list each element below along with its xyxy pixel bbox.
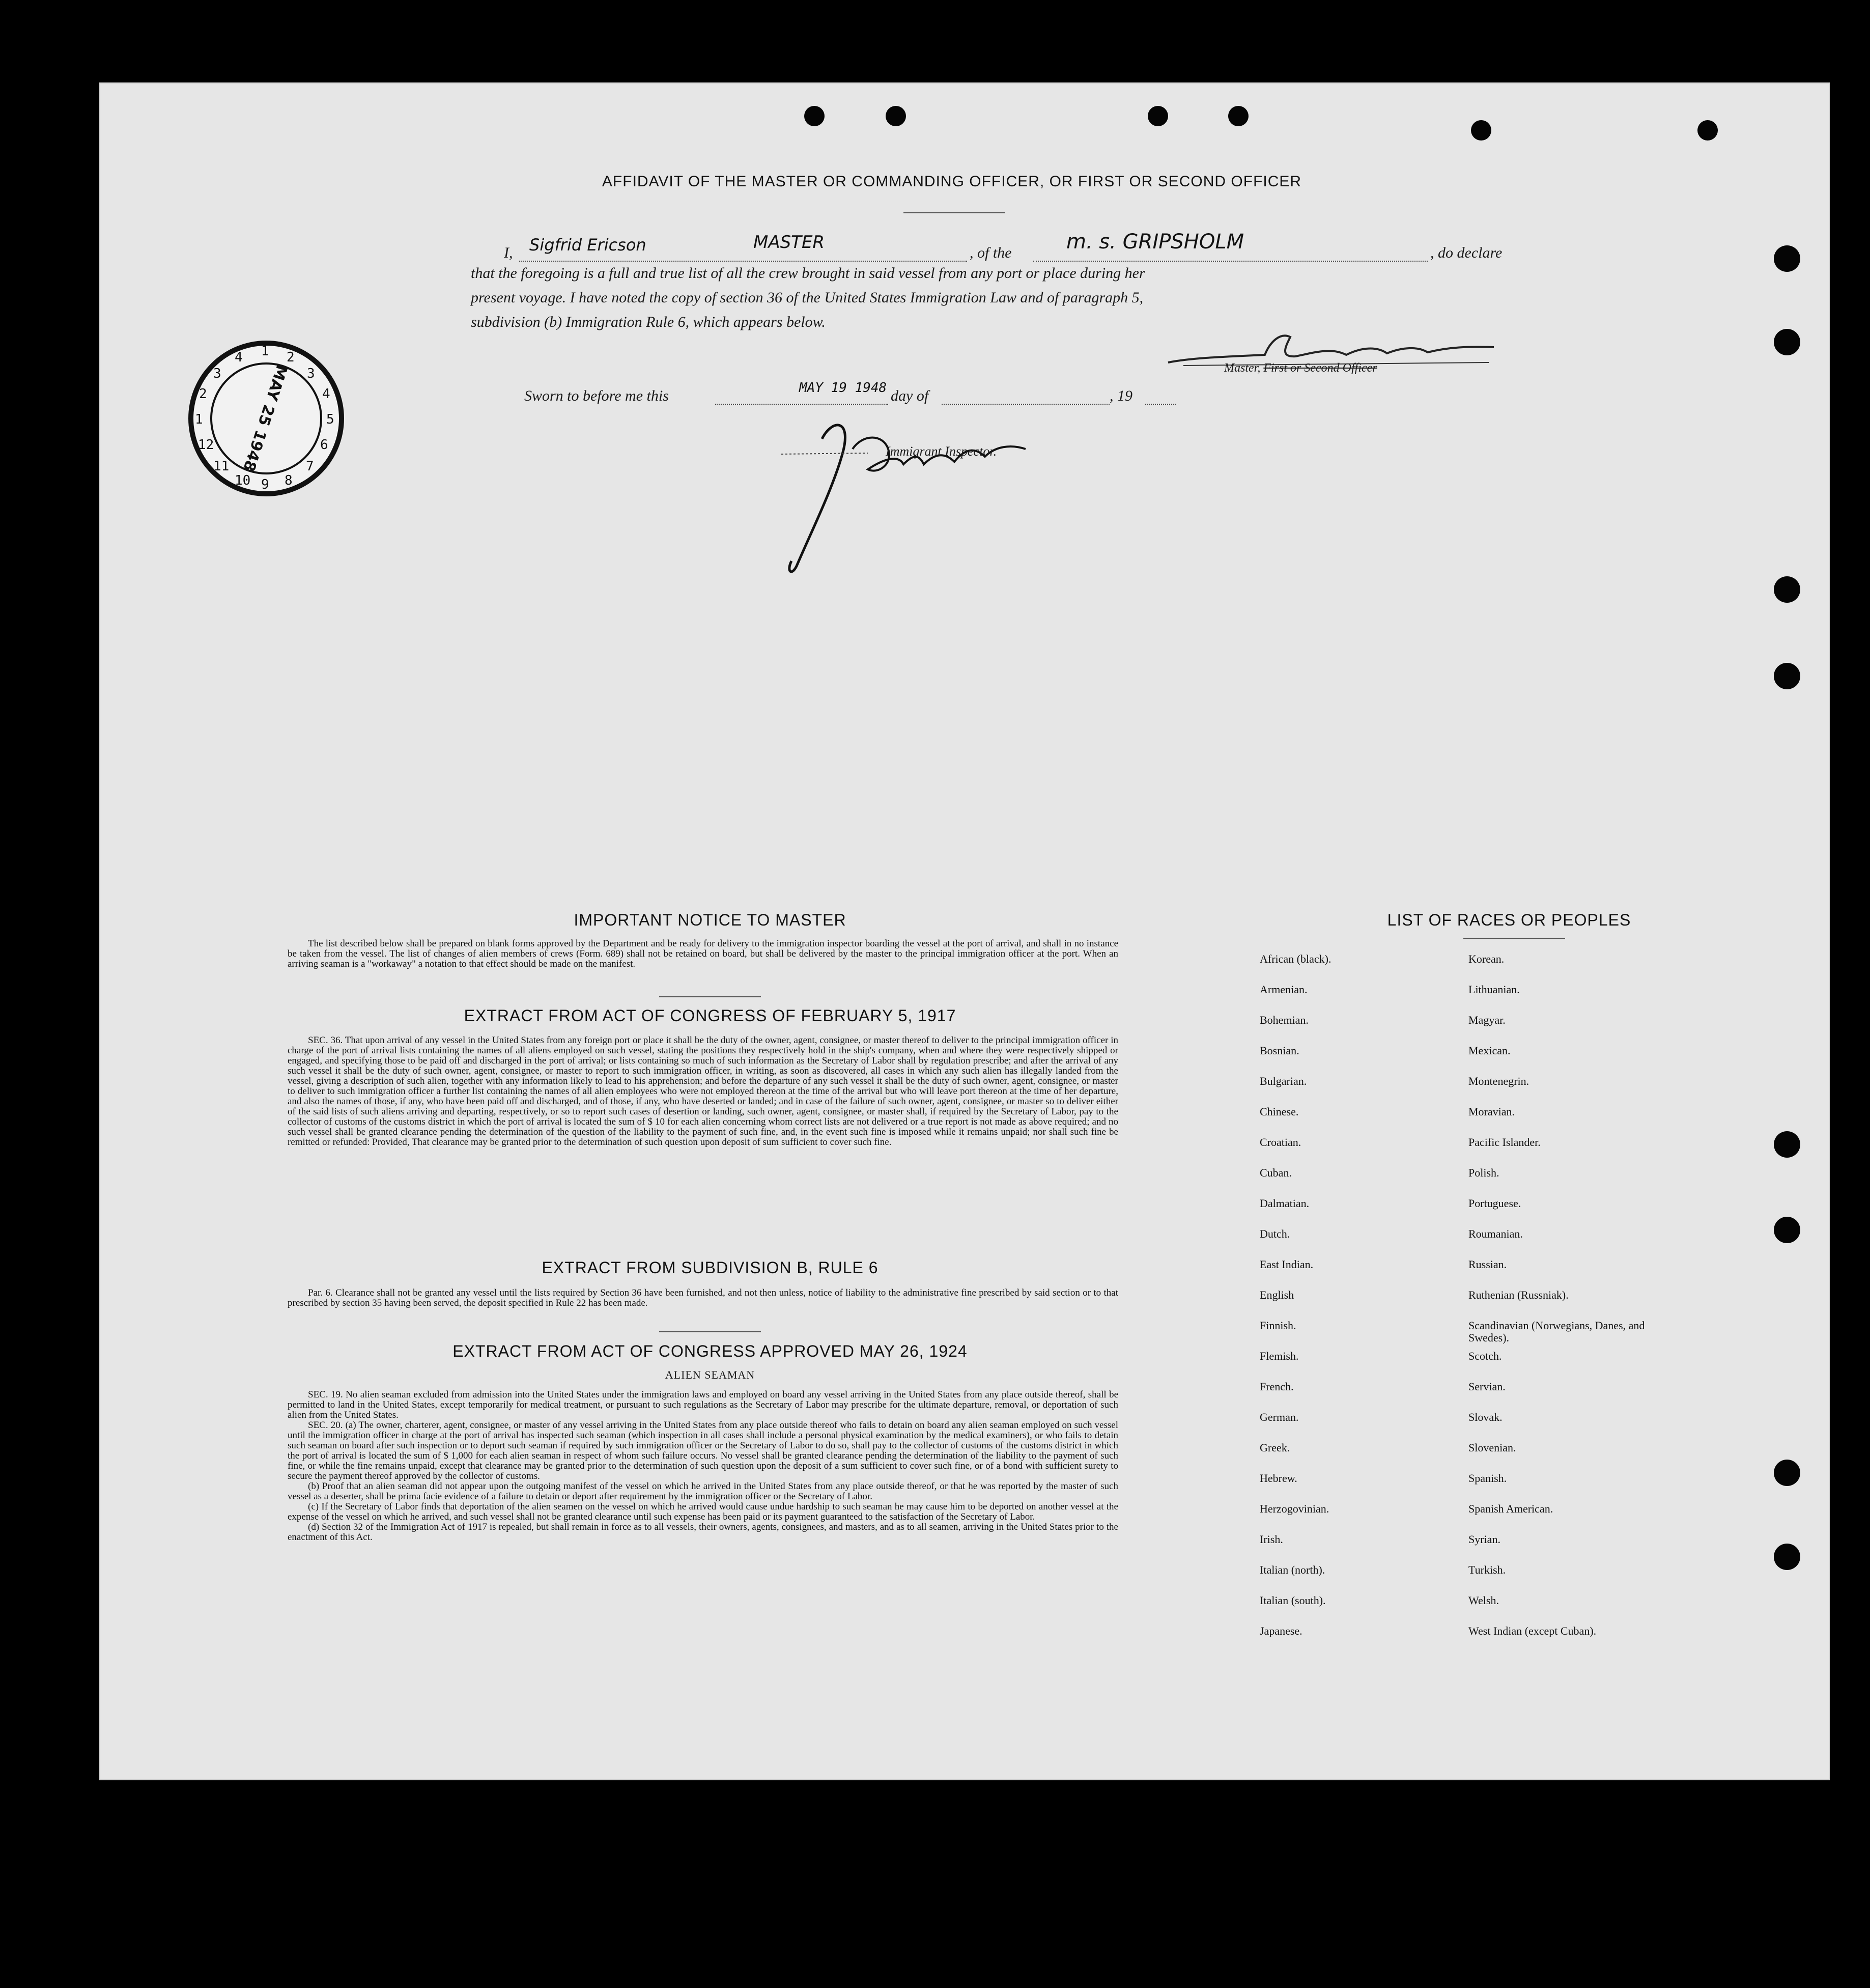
race-item: German. [1260, 1411, 1299, 1423]
punch-hole [1148, 106, 1168, 126]
sec-19-paragraph: SEC. 19. No alien seaman excluded from admission into the United States under the immigration laws and employed on board any vessel arriving in the United States from any place outside thereof, shall be permitted to land in the United States, except temporarily for medical treatment, or pursuant to such regulations as the Secretary of Labor may prescribe for the ultimate departure, removal, or deportation of such alien from the United States. [288, 1389, 1118, 1420]
sec-20a-paragraph: SEC. 20. (a) The owner, charterer, agent, consignee, or master of any vessel arriving in the United States from any place outside thereof who fails to detain on board any alien seaman employed on such vessel until the immigration officer in charge at the port of arrival has inspected such seaman (which inspection in all cases shall include a personal physical examination by the medical examiners), or who fails to detain such seaman on board after such inspection or to deport such seaman if required by such immigration officer or the Secretary of Labor to do so, shall pay to the collector of customs of the customs district in which the port of arrival is located the sum of $ 1,000 for each alien seaman in respect of whom such failure occurs. No vessel shall be granted clearance pending the determination of the liability to the payment of such fine, or while the fine remains unpaid, except that clearance may be granted prior to the determination of such question upon the deposit of a sum sufficient to cover such fine, or of a bond with sufficient surety to secure the payment thereof approved by the collector of customs. [288, 1420, 1118, 1481]
svg-text:10: 10 [235, 473, 251, 488]
extract-rule6-title: EXTRACT FROM SUBDIVISION B, RULE 6 [542, 1258, 879, 1277]
race-item: Dutch. [1260, 1227, 1290, 1240]
race-item: Servian. [1468, 1380, 1506, 1393]
inspector-label: Immigrant Inspector. [886, 444, 997, 459]
punch-hole [1774, 1131, 1800, 1158]
sec-20b-paragraph: (b) Proof that an alien seaman did not appear upon the outgoing manifest of the vessel on which he arrived in the United States from any place outside thereof, or that he was reported by the master of such vessel as a deserter, shall be prima facie evidence of a failure to detain or deport after requirement by the immigration officer or the Secretary of Labor. [288, 1481, 1118, 1502]
title-divider [903, 212, 1005, 213]
punch-hole [1774, 1460, 1800, 1486]
master-label: Master, [1224, 361, 1264, 375]
struck-officer-label: First or Second Officer [1263, 361, 1377, 375]
extract-1924-body [288, 1390, 1118, 1543]
race-item: Scotch. [1468, 1350, 1502, 1362]
svg-text:8: 8 [285, 473, 293, 488]
punch-hole [1228, 106, 1249, 126]
of-the-text: , of the [970, 244, 1012, 261]
punch-hole [1774, 1217, 1800, 1243]
sworn-year-line [1145, 404, 1176, 405]
race-item: Korean. [1468, 953, 1505, 965]
inspector-signature [761, 398, 1066, 581]
date-stamp [185, 337, 348, 502]
year-prefix: , 19 [1110, 387, 1132, 404]
race-item: Bohemian. [1260, 1014, 1309, 1026]
race-item: English [1260, 1289, 1294, 1301]
race-item: Welsh. [1468, 1594, 1499, 1607]
svg-text:6: 6 [320, 437, 328, 453]
sworn-prefix: Sworn to before me this [524, 387, 669, 404]
svg-text:3: 3 [307, 366, 315, 381]
race-item: Slovak. [1468, 1411, 1503, 1423]
master-name: Sigfrid Ericson [529, 235, 646, 255]
do-declare-text: , do declare [1430, 244, 1503, 261]
race-item: Cuban. [1260, 1166, 1292, 1179]
vessel-line [1033, 261, 1428, 262]
svg-text:4: 4 [322, 386, 330, 402]
master-signature-label [1224, 361, 1377, 375]
affidavit-line-2: that the foregoing is a full and true list of all the crew brought in said vessel from any port or place during her [471, 265, 1145, 282]
races-column-2 [1468, 953, 1672, 1656]
punch-hole [1697, 120, 1718, 141]
race-item: Italian (north). [1260, 1563, 1325, 1576]
race-item: Herzogovinian. [1260, 1502, 1329, 1515]
vessel-name: m. s. GRIPSHOLM [1066, 230, 1244, 254]
race-item: Dalmatian. [1260, 1197, 1310, 1210]
sec-20c-paragraph: (c) If the Secretary of Labor finds that deportation of the alien seamen on the vessel on which he arrived would cause undue hardship to such seaman he may cause him to be deported on another vessel at the expense of the vessel on which he arrived, and such vessel shall not be granted clearance until such expense has been paid or its payment guaranteed to the satisfaction of the Secretary of Labor. [288, 1501, 1118, 1522]
svg-text:9: 9 [261, 477, 269, 492]
affidavit-line-1 [504, 230, 1540, 266]
race-item: Armenian. [1260, 983, 1308, 996]
master-name-line [519, 261, 967, 262]
affidavit-line-4: subdivision (b) Immigration Rule 6, which appears below. [471, 314, 826, 330]
divider [659, 996, 761, 997]
notice-paragraph: The list described below shall be prepared on blank forms approved by the Department and be ready for delivery to the immigration inspector boarding the vessel at the port of arrival, and shall in no instance be taken from the vessel. The list of changes of alien members of crews (Form. 689) shall not be retained on board, but shall be delivered by the master to the principal immigration officer at the port. When an arriving seaman is a "workaway" a notation to that effect should be made on the manifest. [288, 938, 1118, 969]
races-column-1 [1260, 953, 1453, 1656]
race-item: Bulgarian. [1260, 1075, 1307, 1087]
race-item: Scandinavian (Norwegians, Danes, and Swedes). [1468, 1319, 1645, 1344]
master-rank: MASTER [753, 232, 825, 253]
race-item: Turkish. [1468, 1563, 1506, 1576]
punch-hole [1774, 245, 1800, 272]
svg-text:2: 2 [199, 386, 207, 402]
extract-1924-title: EXTRACT FROM ACT OF CONGRESS APPROVED MAY 26, 1924 [452, 1342, 968, 1360]
race-item: Polish. [1468, 1166, 1499, 1179]
svg-text:7: 7 [306, 459, 314, 474]
race-item: Montenegrin. [1468, 1075, 1529, 1087]
svg-text:11: 11 [213, 459, 230, 474]
race-item: Ruthenian (Russniak). [1468, 1289, 1569, 1301]
sec-36-paragraph: SEC. 36. That upon arrival of any vessel in the United States from any foreign port or place it shall be the duty of the owner, agent, consignee, or master thereof to deliver to the principal immigration officer in charge of the port of arrival lists containing the names of all aliens employed on such vessel, stating the positions they respectively hold in the ship's company, when and where they were respectively shipped or engaged, and specifying those to be paid off and discharged in the port of arrival; or lists containing so much of such information as the Secretary of Labor shall by regulation prescribe; and after the arrival of any such vessel it shall be the duty of such owner, agent, consignee, or master to report to such immigration officer, in writing, as soon as discovered, all cases in which any such alien has illegally landed from the vessel, giving a description of such alien, together with any information likely to lead to his apprehension; and before the departure of any such vessel it shall be the duty of such owner, agent, consignee, or master to deliver to such immigration officer a further list containing the names of all alien employees who were not employed thereon at the time of the arrival but who will leave port thereon at the time of her departure, and also the names of those, if any, who have been paid off and discharged, and of those, if any, who have deserted or landed; and in case of the failure of such owner, agent, consignee, or master so to deliver either of the said lists of such aliens arriving and departing, respectively, or so to report such cases of desertion or landing, such owner, agent, consignee, or master shall, if required by the Secretary of Labor, pay to the collector of customs of the customs district in which the port of arrival is located the sum of $ 10 for each alien concerning whom correct lists are not delivered or a true report is not made as above required; and no such vessel shall be granted clearance pending the determination of the question of the liability to the payment of such fine, and, in the event such fine is imposed while it remains unpaid; nor shall such fine be remitted or refunded: Provided, That clearance may be granted prior to the determination of such question upon deposit of sum sufficient to cover such fine. [288, 1035, 1118, 1147]
punch-hole [1774, 576, 1800, 603]
race-item: Slovenian. [1468, 1441, 1516, 1454]
race-item: Roumanian. [1468, 1227, 1523, 1240]
svg-text:4: 4 [235, 350, 243, 365]
notice-body [288, 939, 1118, 969]
divider [659, 1331, 761, 1332]
punch-hole [1774, 1544, 1800, 1570]
races-title: LIST OF RACES OR PEOPLES [1387, 911, 1631, 929]
sworn-date-stamp: MAY 19 1948 [799, 380, 887, 396]
race-item: Moravian. [1468, 1105, 1515, 1118]
date-stamp-seal [185, 337, 348, 500]
extract-1917-body [288, 1035, 1118, 1147]
race-item: Bosnian. [1260, 1044, 1299, 1057]
svg-text:1: 1 [195, 412, 203, 427]
race-item: Flemish. [1260, 1350, 1299, 1362]
race-item: Magyar. [1468, 1014, 1506, 1026]
race-item: Mexican. [1468, 1044, 1511, 1057]
race-item: Japanese. [1260, 1625, 1302, 1637]
notice-title: IMPORTANT NOTICE TO MASTER [574, 911, 846, 929]
race-item: Croatian. [1260, 1136, 1301, 1149]
day-of-text: day of [891, 387, 929, 404]
par-6-paragraph: Par. 6. Clearance shall not be granted any vessel until the lists required by Section 36 have been furnished, and not then unless, notice of liability to the administrative fine prescribed by said section or to that prescribed by section 35 having been served, the deposit specified in Rule 22 has been made. [288, 1287, 1118, 1308]
affidavit-line-3: present voyage. I have noted the copy of section 36 of the United States Immigration Law and of paragraph 5, [471, 289, 1144, 306]
affidavit-title: AFFIDAVIT OF THE MASTER OR COMMANDING OFFICER, OR FIRST OR SECOND OFFICER [602, 173, 1302, 190]
prefix-i: I, [504, 244, 513, 261]
race-item: Syrian. [1468, 1533, 1500, 1546]
svg-text:3: 3 [213, 366, 221, 381]
punch-hole [1774, 329, 1800, 355]
divider [1463, 938, 1565, 939]
punch-hole [886, 106, 906, 126]
svg-text:12: 12 [198, 437, 214, 453]
race-item: Italian (south). [1260, 1594, 1326, 1607]
race-item: West Indian (except Cuban). [1468, 1625, 1597, 1637]
extract-1917-title: EXTRACT FROM ACT OF CONGRESS OF FEBRUARY 5, 1917 [464, 1006, 956, 1025]
race-item: Spanish. [1468, 1472, 1507, 1485]
race-item: Russian. [1468, 1258, 1507, 1271]
svg-text:2: 2 [287, 350, 295, 365]
alien-seaman-subtitle: ALIEN SEAMAN [665, 1368, 755, 1381]
punch-hole [804, 106, 825, 126]
inspector-signature-mark [761, 398, 1066, 581]
race-item: Spanish American. [1468, 1502, 1553, 1515]
sec-20d-paragraph: (d) Section 32 of the Immigration Act of 1917 is repealed, but shall remain in force as to all vessels, their owners, agents, consignees, and masters, and as to all seamen, arriving in the United States prior to the enactment of this Act. [288, 1522, 1118, 1543]
race-item: Greek. [1260, 1441, 1290, 1454]
race-item: East Indian. [1260, 1258, 1314, 1271]
svg-text:5: 5 [326, 412, 334, 427]
race-item: French. [1260, 1380, 1294, 1393]
race-item: Portuguese. [1468, 1197, 1521, 1210]
race-item: African (black). [1260, 953, 1331, 965]
punch-hole [1471, 120, 1491, 141]
race-item: Hebrew. [1260, 1472, 1297, 1485]
race-item: Pacific Islander. [1468, 1136, 1541, 1149]
race-item: Lithuanian. [1468, 983, 1520, 996]
document-page [99, 82, 1830, 1780]
extract-rule6-body [288, 1288, 1118, 1308]
race-item: Irish. [1260, 1533, 1283, 1546]
stamp-date: MAY 25 1948 [239, 362, 291, 474]
race-item: Chinese. [1260, 1105, 1299, 1118]
race-item: Finnish. [1260, 1319, 1296, 1332]
svg-text:1: 1 [261, 344, 269, 359]
punch-hole [1774, 663, 1800, 689]
